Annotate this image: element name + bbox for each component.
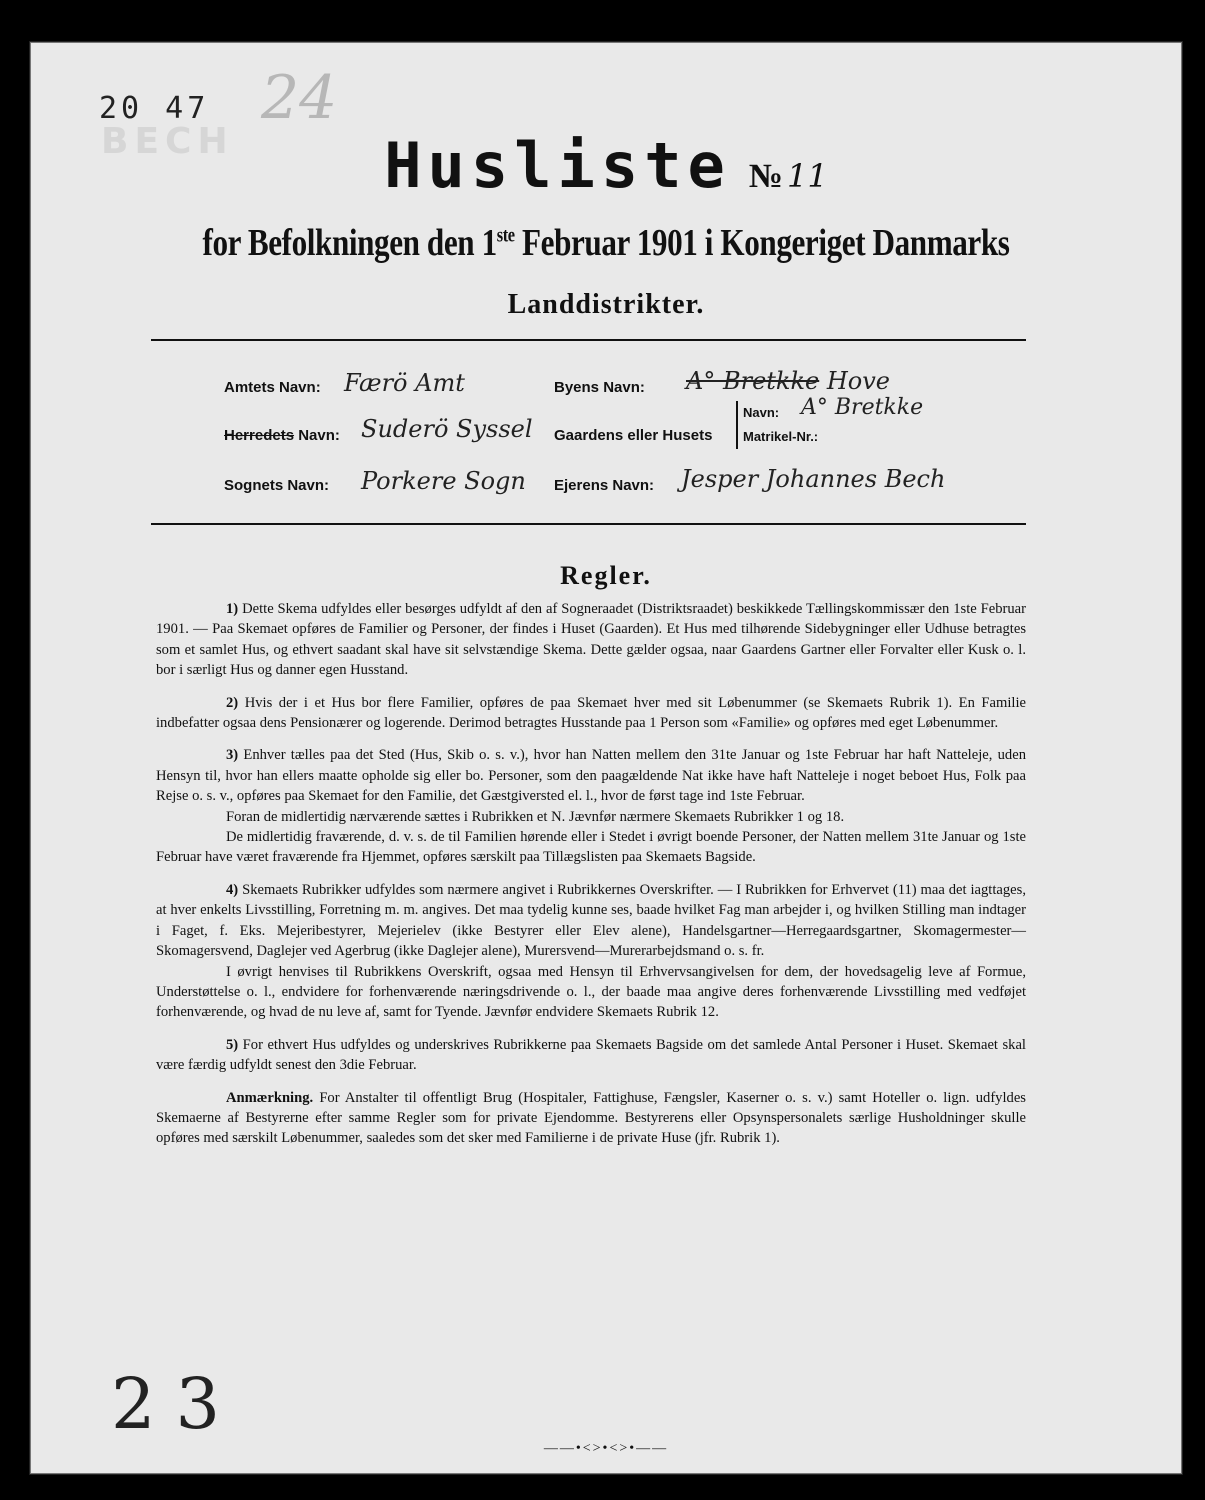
form-title: Husliste: [384, 129, 731, 202]
pencil-number: 24: [261, 63, 338, 133]
divider-top: [151, 339, 1026, 341]
form-subtitle: [135, 221, 1078, 265]
sogn-value: Porkere Sogn: [361, 467, 526, 495]
by-label: Byens Navn:: [554, 379, 645, 396]
census-form-sheet: [30, 42, 1182, 1474]
matrikel-label: Matrikel-Nr.:: [743, 429, 819, 444]
rule-text: Hvis der i et Hus bor flere Familier, opføres de paa Skemaet hver med sit Løbenummer (se Skemaets Rubrik 1). En Familie indbefatter ogsaa dens Pensionærer og logerende. Derimod betragtes Husstande paa 1 Person som «Familie» og opføres med eget Løbenummer.: [156, 694, 1026, 732]
number-label: №: [748, 158, 784, 195]
rules-body: [156, 599, 1026, 1161]
amt-value: Færö Amt: [344, 369, 465, 397]
annotation: [156, 1088, 1026, 1149]
rule-text: Enhver tælles paa det Sted (Hus, Skib o. s. v.), hvor han Natten mellem den 31te Januar og 1ste Februar har haft Natteleje, uden Hensyn til, hvor han ellers maatte opholde sig eller bo. Personer, som den paagældende Nat ikke have haft Natteleje i noget beboet Hus, Folk paa Rejse o. s. v., opføres paa Skemaet for den Familie, det Gæstgiversted el. l., hvor de først tage ind 1ste Februar.: [156, 747, 1026, 805]
herred-label: [224, 427, 340, 444]
herred-label-text: Navn:: [294, 427, 340, 444]
rule-text: Dette Skema udfyldes eller besørges udfyldt af den af Sogneraadet (Distriktsraadet) beskikkede Tællingskommissær den 1ste Februar 1901. — Paa Skemaet opføres de Familier og Personer, der findes i Huset (Gaarden). Et Hus med tilhørende Sidebygninger eller Udhuse betragtes som et samlet Hus, og ethvert saadant skal have sit selvstændige Skema. Dette gælder ogsaa, naar Gaardens Gartner eller Forvalter eller Kusk o. l. bor i særligt Hus og danner egen Husstand.: [156, 601, 1026, 679]
gaard-navn-label: Navn:: [743, 405, 780, 420]
rule-number: 3): [226, 747, 239, 764]
title-row: [31, 129, 1181, 202]
amt-label: Amtets Navn:: [224, 379, 321, 396]
form-subtitle-district: Landdistrikter.: [507, 289, 705, 320]
subtitle-part: Februar 1901 i Kongeriget Danmarks: [514, 222, 1010, 264]
rule-5: [156, 1035, 1026, 1076]
ejer-label: Ejerens Navn:: [554, 477, 655, 494]
gaard-navn-value: A° Bretkke: [801, 395, 924, 420]
by-value: [686, 367, 890, 395]
stamp-number: 20 47: [99, 91, 210, 126]
herred-value: Suderö Syssel: [361, 415, 533, 443]
number-value: 11: [787, 157, 828, 195]
by-value-text: Hove: [826, 367, 890, 395]
subtitle-sup: ste: [496, 224, 515, 247]
rule-4b: [156, 962, 1026, 1023]
rule-text: Skemaets Rubrikker udfyldes som nærmere angivet i Rubrikkernes Overskrifter. — I Rubrikken for Erhvervet (11) maa det iagttages, at hver enkelts Livsstilling, Forretning m. m. angives. Det maa tydelig kunne ses, baade hvilket Fag man arbejder i, og hvilken Stilling man indtager i Faget, f. Eks. Mejeribestyrer, Mejerielev (ikke Bestyrer eller Elev alene), Handelsgartner—Herregaardsgartner, Skomagermester—Skomagersvend, Daglejer ved Agerbrug (ikke Daglejer alene), Murersvend—Murerarbejdsmand o. s. fr.: [156, 881, 1026, 960]
ghost-bleedthrough-text: BECH: [101, 121, 234, 162]
rule-4: [156, 880, 1026, 962]
by-value-struck: A° Bretkke: [686, 367, 820, 395]
rule-text: Foran de midlertidig nærværende sættes i Rubrikken et N. Jævnfør nærmere Skemaets Rubrikker 1 og 18.: [226, 808, 845, 825]
divider-bottom: [151, 523, 1026, 525]
annotation-label: Anmærkning.: [226, 1089, 314, 1106]
rule-1: [156, 599, 1026, 681]
rule-number: 1): [226, 601, 239, 617]
matrikel-row: [743, 425, 818, 449]
rule-text: For ethvert Hus udfyldes og underskrives Rubrikkerne paa Skemaets Bagside om det samlede Antal Personer i Huset. Skemaet skal være færdig udfyldt senest den 3die Februar.: [156, 1036, 1026, 1074]
subtitle-part: for Befolkningen den 1: [202, 222, 497, 264]
ornament: ——•<>•<>•——: [543, 1441, 669, 1456]
pencil-bottom-number: 23: [111, 1363, 241, 1445]
sogn-label: Sognets Navn:: [224, 477, 330, 494]
herred-label-struck: Herredets: [224, 427, 295, 444]
rule-number: 5): [226, 1036, 239, 1053]
rule-text: De midlertidig fraværende, d. v. s. de til Familien hørende eller i Stedet i øvrigt boende Personer, der Natten mellem 31te Januar og 1ste Februar have været fraværende fra Hjemmet, opføres særskilt paa Tillægslisten paa Skemaets Bagside.: [156, 829, 1026, 866]
ejer-value: Jesper Johannes Bech: [681, 465, 946, 493]
rule-text: I øvrigt henvises til Rubrikkens Overskrift, ogsaa med Hensyn til Erhvervsangivelsen for dem, der hovedsagelig leve af Formue, Understøttelse o. l., endvidere for forhenværende næringsdrivende o. l., der baade maa angive deres forhenværende Livsstilling med vedføjet forhenværende, og hvad de nu leve af, samt for Tyende. Jævnfør endvidere Skemaets Rubrik 12.: [156, 963, 1026, 1021]
annotation-text: For Anstalter til offentligt Brug (Hospitaler, Fattighuse, Fængsler, Kaserner o. s. v.) samt Hoteller o. lign. udfyldes Skemaerne af Bestyrerne efter samme Regler som for private Ejendomme. Bestyrerens eller Opsynspersonalets særlige Husholdninger skulle opføres med særskilt Løbenummer, saaledes som det sker med Familierne i de private Huse (jfr. Rubrik 1).: [156, 1089, 1026, 1147]
rule-number: 4): [226, 881, 239, 898]
gaard-label: Gaardens eller Husets: [554, 427, 713, 444]
rule-2: [156, 693, 1026, 734]
rule-3b: [156, 807, 1026, 827]
rule-number: 2): [226, 694, 239, 711]
rules-heading: Regler.: [560, 561, 652, 590]
rule-3: [156, 745, 1026, 806]
rule-3c: [156, 827, 1026, 868]
